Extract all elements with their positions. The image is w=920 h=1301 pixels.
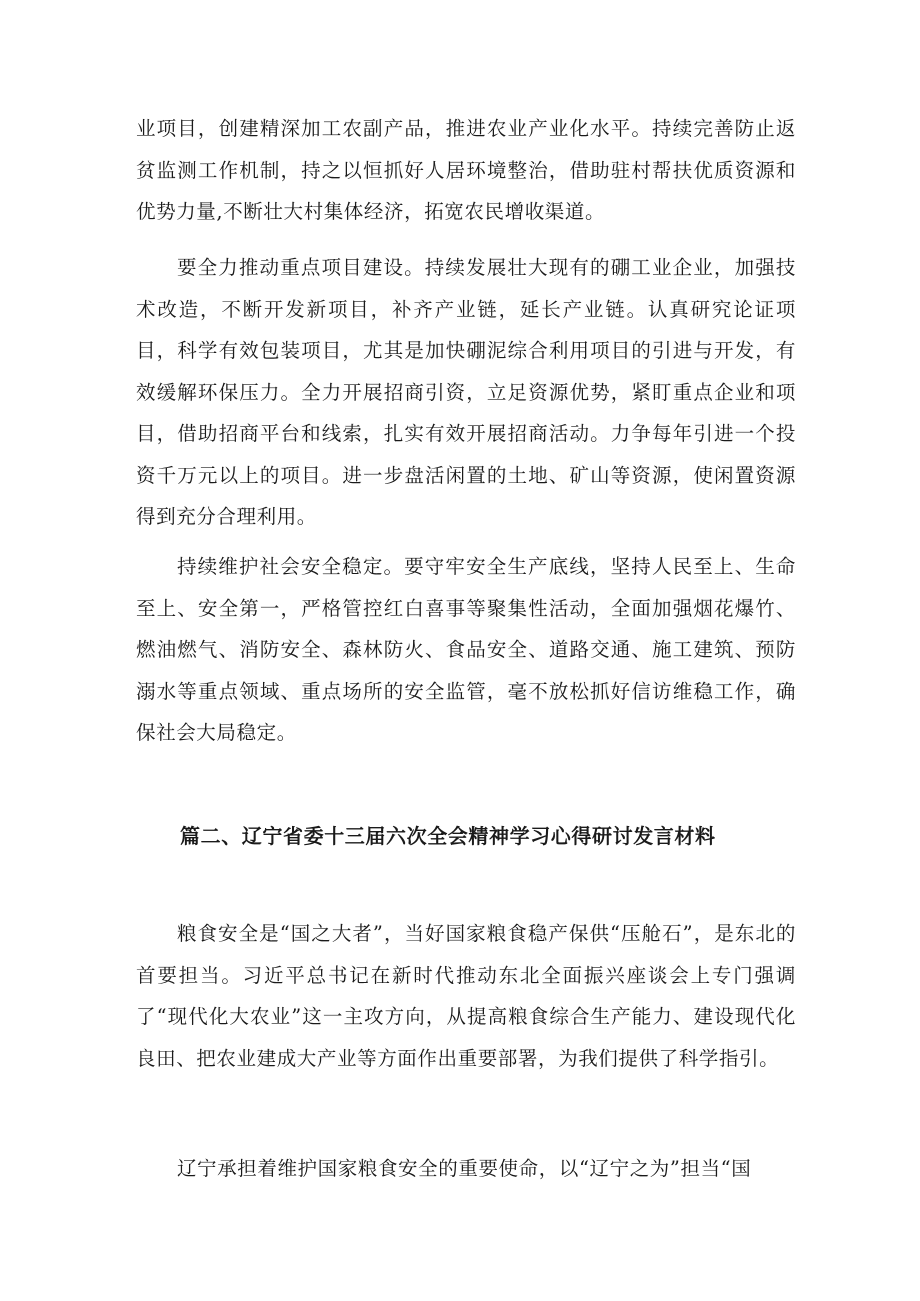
body-paragraph-3: 持续维护社会安全稳定。要守牢安全生产底线，坚持人民至上、生命至上、安全第一，严格管控红白喜事等聚集性活动，全面加强烟花爆竹、燃油燃气、消防安全、森林防火、食品安全、道路交通、施工建筑、预防溺水等重点领域、重点场所的安全监管，毫不放松抓好信访维稳工作，确保社会大局稳定。 — [136, 555, 796, 744]
body-paragraph-1: 业项目，创建精深加工农副产品，推进农业产业化水平。持续完善防止返贫监测工作机制，持之以恒抓好人居环境整治，借助驻村帮扶优质资源和优势力量,不断壮大村集体经济，拓宽农民增收渠道。 — [136, 117, 796, 223]
body-paragraph-2: 要全力推动重点项目建设。持续发展壮大现有的硼工业企业，加强技术改造，不断开发新项目，补齐产业链，延长产业链。认真研究论证项目，科学有效包装项目，尤其是加快硼泥综合利用项目的引进与开发，有效缓解环保压力。全力开展招商引资，立足资源优势，紧盯重点企业和项目，借助招商平台和线索，扎实有效开展招商活动。力争每年引进一个投资千万元以上的项目。进一步盘活闲置的土地、矿山等资源，使闲置资源得到充分合理利用。 — [136, 256, 796, 528]
body-paragraph-4: 粮食安全是“国之大者”，当好国家粮食稳产保供“压舱石”，是东北的首要担当。习近平总书记在新时代推动东北全面振兴座谈会上专门强调了“现代化大农业”这一主攻方向，从提高粮食综合生产能力、建设现代化良田、把农业建成大产业等方面作出重要部署，为我们提供了科学指引。 — [136, 922, 796, 1070]
section-heading: 篇二、辽宁省委十三届六次全会精神学习心得研讨发言材料 — [180, 824, 716, 848]
body-paragraph-5: 辽宁承担着维护国家粮食安全的重要使命，以“辽宁之为”担当“国 — [176, 1157, 752, 1180]
